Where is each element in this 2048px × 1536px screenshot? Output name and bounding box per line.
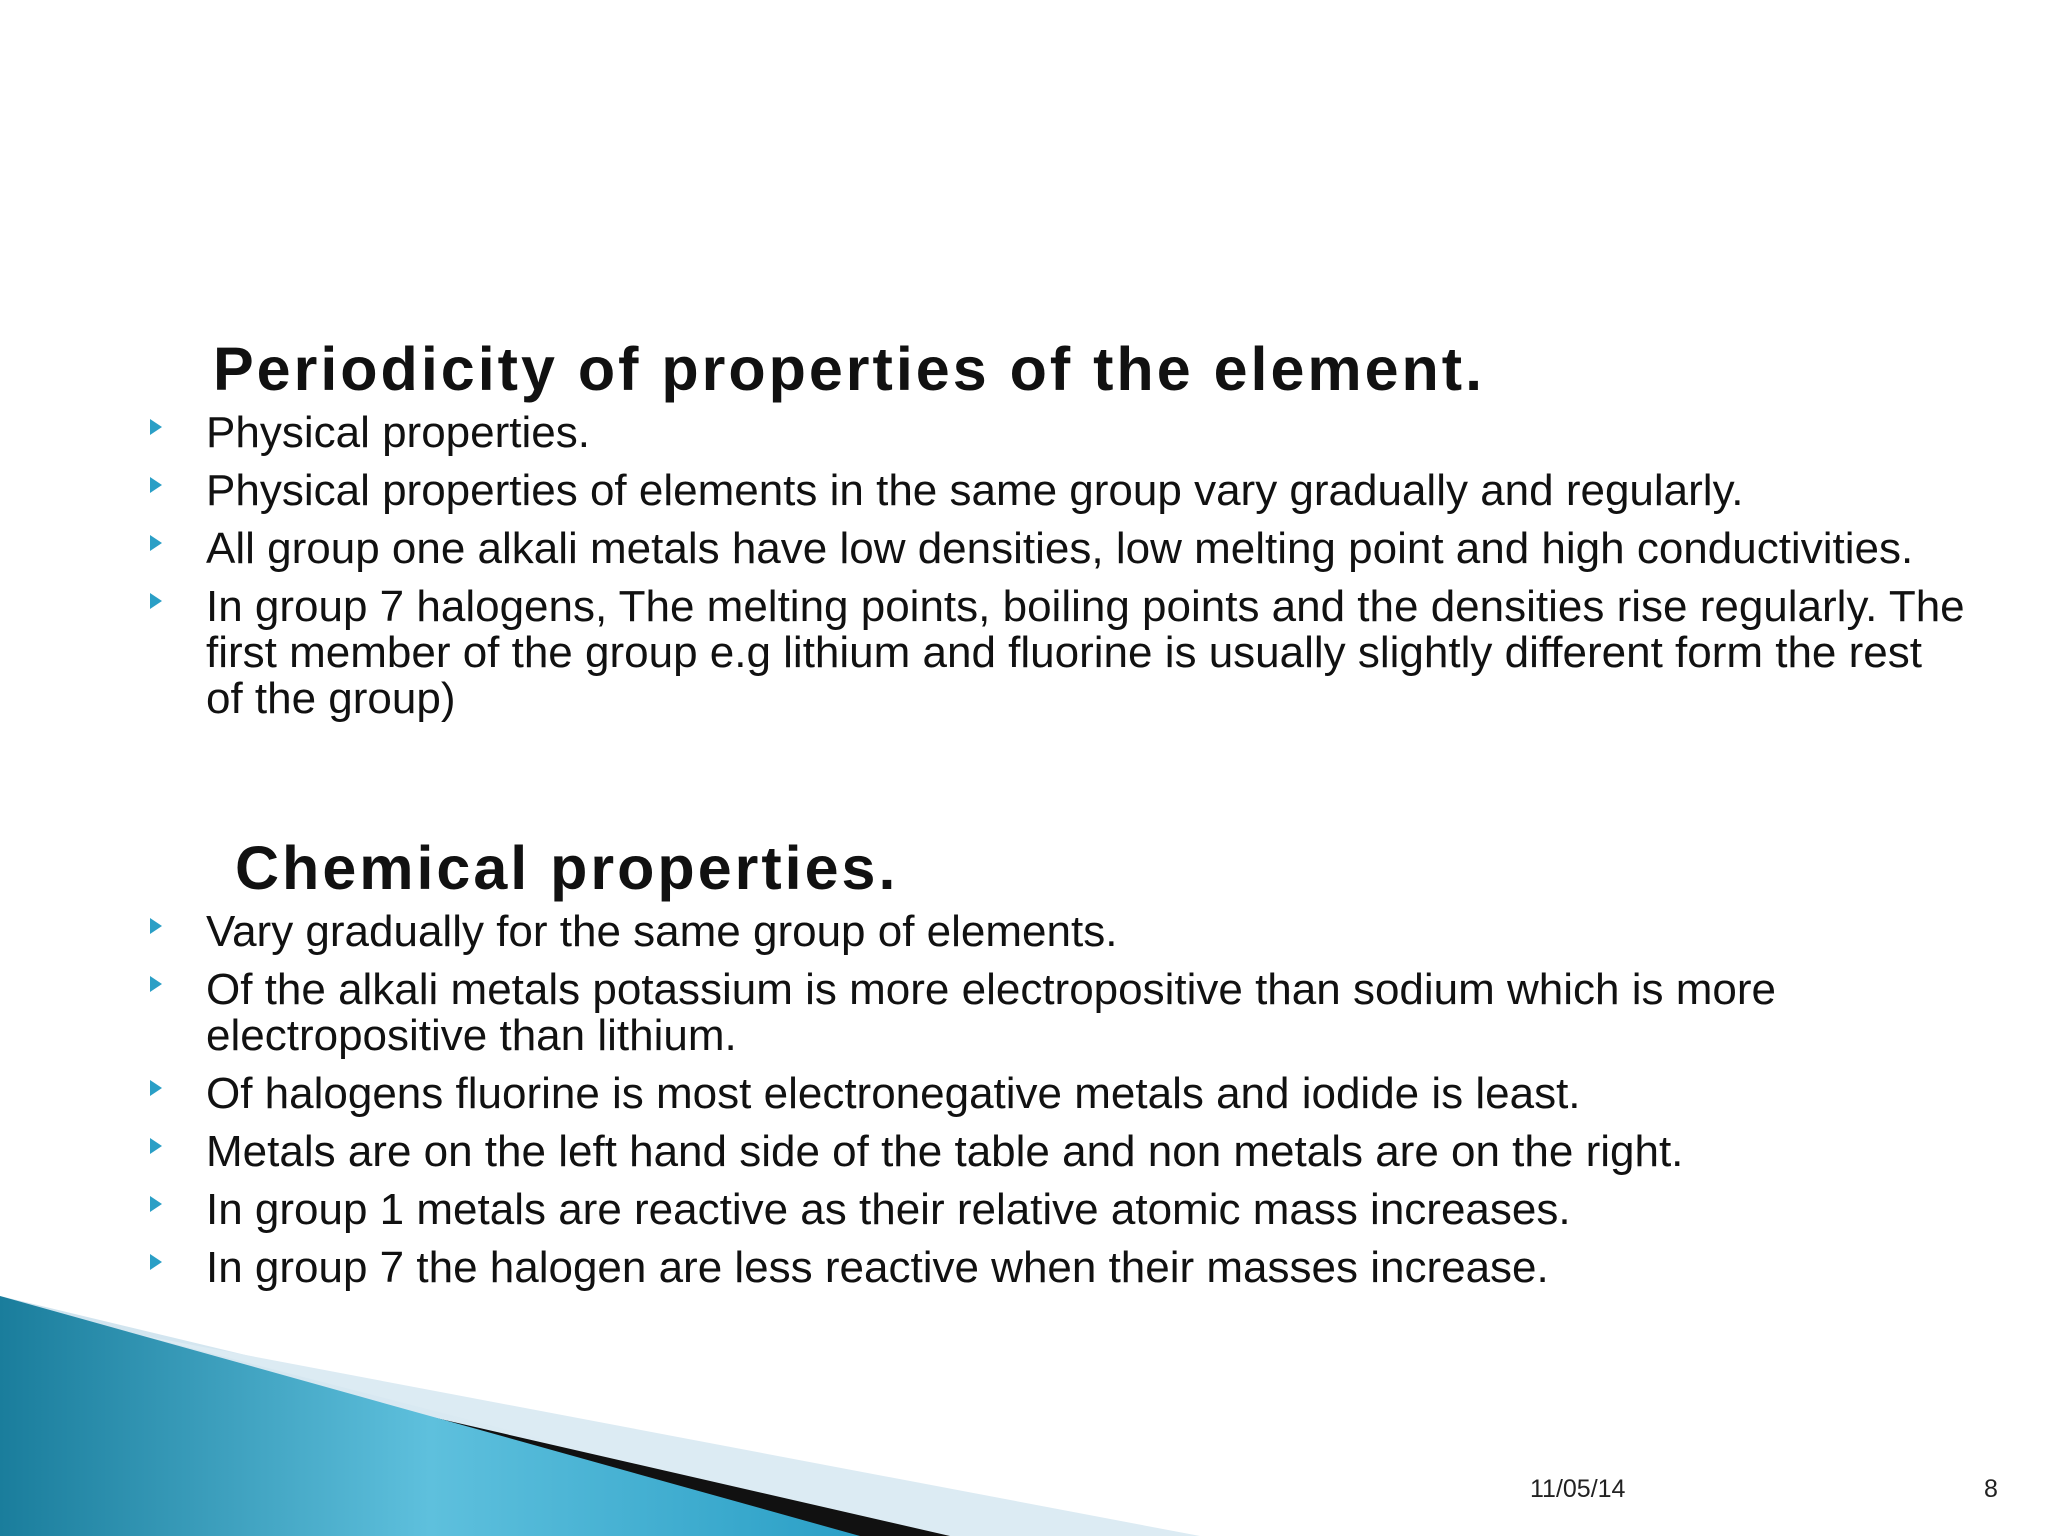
bullet-text: In group 7 halogens, The melting points, boiling points and the densities rise regularly. The first member of the group e.g lithium and fluorine is usually slightly different form the rest of the group) xyxy=(206,582,1965,723)
triangle-bullet-icon xyxy=(150,593,162,609)
bullet-list-physical xyxy=(0,410,1966,734)
bullet-item xyxy=(0,468,1966,514)
bullet-text: Of the alkali metals potassium is more electropositive than sodium which is more electropositive than lithium. xyxy=(206,965,1776,1060)
bullet-text: In group 1 metals are reactive as their relative atomic mass increases. xyxy=(206,1185,1571,1234)
section-heading-chemical: Chemical properties. xyxy=(235,834,899,902)
triangle-bullet-icon xyxy=(150,477,162,493)
triangle-bullet-icon xyxy=(150,918,162,934)
bullet-text: Physical properties. xyxy=(206,408,590,457)
section-heading-periodicity: Periodicity of properties of the element. xyxy=(213,335,1486,403)
triangle-bullet-icon xyxy=(150,1080,162,1096)
bullet-text: In group 7 the halogen are less reactive when their masses increase. xyxy=(206,1243,1549,1292)
bullet-list-chemical xyxy=(0,909,1966,1303)
triangle-bullet-icon xyxy=(150,1196,162,1212)
bullet-text: Of halogens fluorine is most electronegative metals and iodide is least. xyxy=(206,1069,1581,1118)
bullet-item xyxy=(0,526,1966,572)
triangle-bullet-icon xyxy=(150,419,162,435)
bullet-text: All group one alkali metals have low densities, low melting point and high conductivities. xyxy=(206,524,1914,573)
slide-number: 8 xyxy=(1984,1475,1998,1503)
bullet-text: Vary gradually for the same group of elements. xyxy=(206,907,1118,956)
triangle-bullet-icon xyxy=(150,1138,162,1154)
bullet-text: Metals are on the left hand side of the table and non metals are on the right. xyxy=(206,1127,1684,1176)
bullet-item xyxy=(0,1187,1966,1233)
bullet-text: Physical properties of elements in the same group vary gradually and regularly. xyxy=(206,466,1744,515)
bullet-item xyxy=(0,1129,1966,1175)
teal-band xyxy=(0,1296,860,1536)
bullet-item xyxy=(0,967,1966,1059)
bullet-item xyxy=(0,584,1966,722)
triangle-bullet-icon xyxy=(150,1254,162,1270)
bullet-item xyxy=(0,1245,1966,1291)
bullet-item xyxy=(0,410,1966,456)
bullet-item xyxy=(0,1071,1966,1117)
triangle-bullet-icon xyxy=(150,976,162,992)
bullet-item xyxy=(0,909,1966,955)
footer-date: 11/05/14 xyxy=(1530,1475,1626,1503)
triangle-bullet-icon xyxy=(150,535,162,551)
